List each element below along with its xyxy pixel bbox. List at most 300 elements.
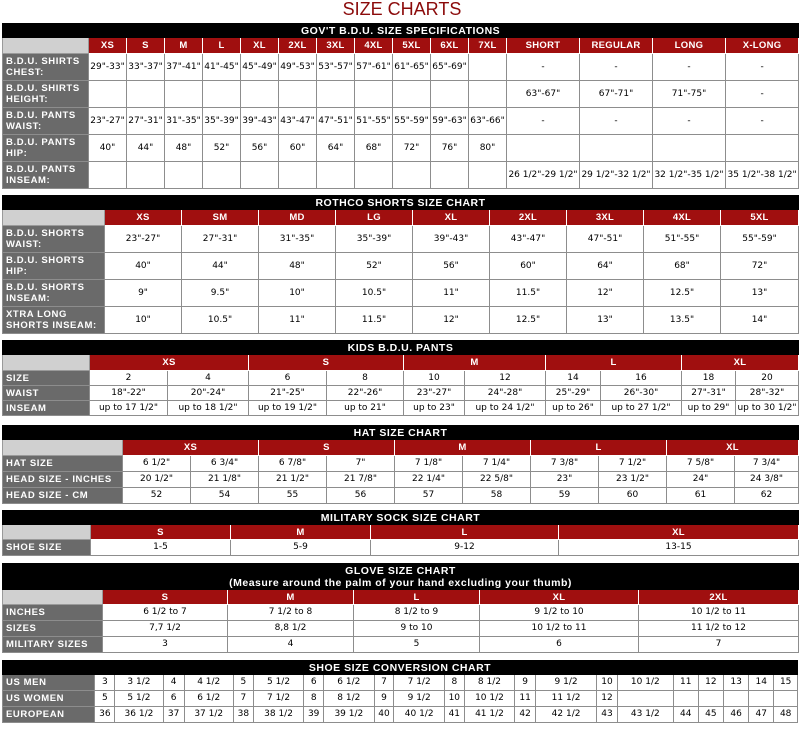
size-value-cell: 7 1/2 xyxy=(394,675,444,691)
size-value-cell: 26"-30" xyxy=(601,386,682,401)
row-label-line: B.D.U. SHIRTS xyxy=(6,56,80,67)
row-label-line: B.D.U. PANTS xyxy=(6,137,76,148)
size-value-cell: 49"-53" xyxy=(279,54,317,81)
size-value-cell: 5-9 xyxy=(231,540,371,556)
size-value-cell: 37 1/2 xyxy=(184,707,233,723)
size-header: XS xyxy=(123,440,259,456)
size-value-cell xyxy=(279,162,317,189)
size-value-cell xyxy=(507,135,580,162)
size-value-cell: 10 1/2 xyxy=(464,691,514,707)
size-value-cell xyxy=(203,162,241,189)
size-value-cell: 13.5" xyxy=(644,307,721,334)
size-value-cell: - xyxy=(507,108,580,135)
size-value-cell: up to 30 1/2" xyxy=(736,401,799,416)
size-header: M xyxy=(404,355,546,371)
size-value-cell: 11 1/2 to 12 xyxy=(639,621,799,637)
size-value-cell: 4 xyxy=(163,675,184,691)
size-value-cell: 7 1/4" xyxy=(463,456,531,472)
size-value-cell: up to 21" xyxy=(327,401,404,416)
size-value-cell: 67"-71" xyxy=(580,81,653,108)
size-value-cell: 62 xyxy=(735,488,799,504)
size-value-cell: 10 xyxy=(444,691,464,707)
size-value-cell: 9 1/2 to 10 xyxy=(480,605,639,621)
glove-size-chart xyxy=(2,563,798,653)
size-value-cell: 46 xyxy=(724,707,749,723)
size-value-cell: 35"-39" xyxy=(203,108,241,135)
glove-subtitle: (Measure around the palm of your hand excluding your thumb) xyxy=(229,576,572,589)
size-value-cell: - xyxy=(653,108,726,135)
size-value-cell: 44" xyxy=(127,135,165,162)
size-value-cell: 21 1/2" xyxy=(259,472,327,488)
size-value-cell: 31"-35" xyxy=(165,108,203,135)
size-header: 2XL xyxy=(279,38,317,54)
row-label xyxy=(3,707,95,723)
row-label-line: XTRA LONG xyxy=(6,309,67,320)
size-value-cell: - xyxy=(580,54,653,81)
size-value-cell: 10.5" xyxy=(336,280,413,307)
size-value-cell: 8 xyxy=(327,371,404,386)
size-value-cell: 6 1/2" xyxy=(123,456,191,472)
size-value-cell: 14 xyxy=(546,371,601,386)
size-header: 3XL xyxy=(567,210,644,226)
size-value-cell: 35"-39" xyxy=(336,226,413,253)
size-value-cell: 10 1/2 xyxy=(618,675,674,691)
row-label-line: INCHES xyxy=(6,607,46,618)
size-value-cell: 29 1/2"-32 1/2" xyxy=(580,162,653,189)
size-header: XL xyxy=(413,210,490,226)
size-header: LONG xyxy=(653,38,726,54)
size-value-cell: 32 1/2"-35 1/2" xyxy=(653,162,726,189)
size-value-cell: 27"-31" xyxy=(127,108,165,135)
size-value-cell: 8 xyxy=(304,691,324,707)
size-header: 5XL xyxy=(721,210,799,226)
size-value-cell: 12" xyxy=(413,307,490,334)
size-header: XS xyxy=(90,355,249,371)
size-value-cell: 6 1/2 xyxy=(324,675,374,691)
row-label xyxy=(3,401,90,416)
size-value-cell: 10.5" xyxy=(182,307,259,334)
size-value-cell: 35 1/2"-38 1/2" xyxy=(726,162,799,189)
size-value-cell: 10 xyxy=(404,371,465,386)
size-header: L xyxy=(546,355,682,371)
military-sock-size-chart xyxy=(2,510,798,556)
rothco-shorts-table xyxy=(2,195,799,334)
header-corner xyxy=(3,590,103,605)
size-value-cell xyxy=(165,162,203,189)
size-value-cell xyxy=(431,162,469,189)
size-header: L xyxy=(203,38,241,54)
size-value-cell: 63"-66" xyxy=(469,108,507,135)
size-value-cell: 52" xyxy=(336,253,413,280)
size-value-cell: 9.5" xyxy=(182,280,259,307)
size-value-cell: 4 xyxy=(168,371,249,386)
size-value-cell: 4 xyxy=(228,637,354,653)
header-corner xyxy=(3,38,89,54)
size-value-cell: 41"-45" xyxy=(203,54,241,81)
size-value-cell: 13" xyxy=(567,307,644,334)
size-value-cell: 2 xyxy=(90,371,168,386)
size-value-cell: - xyxy=(726,54,799,81)
size-value-cell: 39"-43" xyxy=(413,226,490,253)
size-value-cell: 12.5" xyxy=(644,280,721,307)
size-value-cell: 76" xyxy=(431,135,469,162)
size-value-cell: 22 5/8" xyxy=(463,472,531,488)
size-value-cell: 42 xyxy=(515,707,536,723)
size-value-cell: 51"-55" xyxy=(355,108,393,135)
size-header: L xyxy=(354,590,480,605)
row-label xyxy=(3,605,103,621)
size-value-cell: up to 23" xyxy=(404,401,465,416)
size-value-cell: 13-15 xyxy=(559,540,799,556)
size-value-cell: 8 xyxy=(444,675,464,691)
size-value-cell: 10" xyxy=(259,280,336,307)
size-value-cell: - xyxy=(726,81,799,108)
size-value-cell: 44 xyxy=(673,707,698,723)
size-value-cell: 7 3/8" xyxy=(531,456,599,472)
size-value-cell: 52 xyxy=(123,488,191,504)
size-value-cell: 80" xyxy=(469,135,507,162)
shoe-size-conversion-chart xyxy=(2,660,798,723)
size-header: 6XL xyxy=(431,38,469,54)
size-value-cell xyxy=(127,81,165,108)
size-value-cell: 6 3/4" xyxy=(191,456,259,472)
size-value-cell: 61"-65" xyxy=(393,54,431,81)
size-value-cell xyxy=(618,691,674,707)
size-value-cell: 18"-22" xyxy=(90,386,168,401)
row-label-line: US MEN xyxy=(6,677,47,688)
size-header: 7XL xyxy=(469,38,507,54)
size-value-cell: 20"-24" xyxy=(168,386,249,401)
row-label-line: MILITARY SIZES xyxy=(6,639,89,650)
size-value-cell xyxy=(580,135,653,162)
size-value-cell: 7 1/2" xyxy=(599,456,667,472)
size-value-cell: 9 xyxy=(374,691,394,707)
size-value-cell: 43"-47" xyxy=(279,108,317,135)
size-value-cell: 39 1/2 xyxy=(324,707,374,723)
size-value-cell: 23"-27" xyxy=(89,108,127,135)
row-label-line: EUROPEAN xyxy=(6,709,65,720)
size-value-cell: 8 1/2 to 9 xyxy=(354,605,480,621)
size-value-cell xyxy=(279,81,317,108)
section-title: ROTHCO SHORTS SIZE CHART xyxy=(3,196,799,210)
header-corner xyxy=(3,525,91,540)
size-value-cell: 21 1/8" xyxy=(191,472,259,488)
size-value-cell: 27"-31" xyxy=(682,386,736,401)
row-label-line: SHOE SIZE xyxy=(6,542,63,553)
size-value-cell: 3 xyxy=(103,637,228,653)
size-value-cell: 65"-69" xyxy=(431,54,469,81)
row-label xyxy=(3,81,89,108)
size-value-cell: 68" xyxy=(644,253,721,280)
size-value-cell: 11.5" xyxy=(490,280,567,307)
size-header: S xyxy=(259,440,395,456)
size-header: S xyxy=(91,525,231,540)
size-value-cell: 51"-55" xyxy=(644,226,721,253)
size-header: L xyxy=(371,525,559,540)
size-value-cell xyxy=(469,54,507,81)
size-value-cell xyxy=(241,162,279,189)
size-value-cell: up to 19 1/2" xyxy=(249,401,327,416)
section-title: HAT SIZE CHART xyxy=(3,426,799,440)
size-value-cell: 45 xyxy=(698,707,723,723)
shoe-size-table xyxy=(2,660,798,723)
size-value-cell: 24"-28" xyxy=(465,386,546,401)
size-value-cell xyxy=(431,81,469,108)
size-value-cell: 47"-51" xyxy=(317,108,355,135)
size-value-cell: 56" xyxy=(241,135,279,162)
size-value-cell: 36 xyxy=(95,707,115,723)
size-value-cell: 43 xyxy=(597,707,618,723)
row-label xyxy=(3,253,105,280)
row-label-line: HIP: xyxy=(6,266,28,277)
size-value-cell: 25"-29" xyxy=(546,386,601,401)
size-header: S xyxy=(127,38,165,54)
row-label-line: B.D.U. SHORTS xyxy=(6,228,85,239)
row-label-line: INSEAM xyxy=(6,402,47,414)
row-label-line: WAIST: xyxy=(6,121,42,132)
size-value-cell: 58 xyxy=(463,488,531,504)
size-value-cell: 10 1/2 to 11 xyxy=(639,605,799,621)
size-value-cell xyxy=(653,135,726,162)
section-title: KIDS B.D.U. PANTS xyxy=(3,341,799,355)
row-label xyxy=(3,472,123,488)
size-value-cell: 23"-27" xyxy=(404,386,465,401)
size-value-cell: 60 xyxy=(599,488,667,504)
size-value-cell: 13" xyxy=(721,280,799,307)
size-value-cell: 55 xyxy=(259,488,327,504)
govt-bdu-size-chart xyxy=(2,23,798,189)
row-label xyxy=(3,226,105,253)
row-label-line: HIP: xyxy=(6,148,28,159)
size-value-cell: 7 5/8" xyxy=(667,456,735,472)
size-header: 4XL xyxy=(355,38,393,54)
size-value-cell: up to 17 1/2" xyxy=(90,401,168,416)
size-value-cell: 9 xyxy=(515,675,536,691)
size-header: M xyxy=(231,525,371,540)
row-label-line: US WOMEN xyxy=(6,693,65,704)
row-label xyxy=(3,456,123,472)
size-value-cell: up to 29" xyxy=(682,401,736,416)
size-header: M xyxy=(228,590,354,605)
size-value-cell: 10 xyxy=(597,675,618,691)
section-title: GOV'T B.D.U. SIZE SPECIFICATIONS xyxy=(3,24,799,38)
size-value-cell: - xyxy=(507,54,580,81)
size-value-cell: 40" xyxy=(89,135,127,162)
size-header: X-LONG xyxy=(726,38,799,54)
size-header: S xyxy=(103,590,228,605)
row-label-line: B.D.U. SHIRTS xyxy=(6,83,80,94)
size-value-cell: 11.5" xyxy=(336,307,413,334)
row-label-line: B.D.U. SHORTS xyxy=(6,282,85,293)
size-header: 5XL xyxy=(393,38,431,54)
size-header: LG xyxy=(336,210,413,226)
section-title: MILITARY SOCK SIZE CHART xyxy=(3,511,799,525)
glove-title: GLOVE SIZE CHART xyxy=(345,564,456,577)
size-value-cell xyxy=(698,691,723,707)
size-value-cell: 11 xyxy=(515,691,536,707)
size-value-cell: 9-12 xyxy=(371,540,559,556)
row-label xyxy=(3,280,105,307)
size-value-cell: 31"-35" xyxy=(259,226,336,253)
size-value-cell: 57"-61" xyxy=(355,54,393,81)
row-label-line: WAIST xyxy=(6,387,40,399)
size-value-cell: 5 xyxy=(233,675,253,691)
size-value-cell: 45"-49" xyxy=(241,54,279,81)
size-value-cell xyxy=(317,81,355,108)
size-value-cell: 43"-47" xyxy=(490,226,567,253)
size-value-cell xyxy=(469,162,507,189)
size-value-cell: 27"-31" xyxy=(182,226,259,253)
size-value-cell xyxy=(749,691,774,707)
size-value-cell: 15 xyxy=(774,675,798,691)
row-label-line: SHORTS INSEAM: xyxy=(6,320,97,331)
size-value-cell: 57 xyxy=(395,488,463,504)
row-label xyxy=(3,307,105,334)
size-header: S xyxy=(249,355,404,371)
header-corner xyxy=(3,440,123,456)
size-value-cell: 37 xyxy=(163,707,184,723)
row-label xyxy=(3,675,95,691)
size-header: MD xyxy=(259,210,336,226)
hat-size-chart xyxy=(2,425,798,504)
row-label-line: SIZE xyxy=(6,372,30,384)
size-value-cell: 9 1/2 xyxy=(394,691,444,707)
size-value-cell: 60" xyxy=(490,253,567,280)
size-header: M xyxy=(165,38,203,54)
size-value-cell: 20 xyxy=(736,371,799,386)
sock-size-table xyxy=(2,510,799,556)
size-value-cell: 37"-41" xyxy=(165,54,203,81)
size-value-cell xyxy=(355,81,393,108)
row-label xyxy=(3,135,89,162)
size-value-cell: 5 xyxy=(95,691,115,707)
size-value-cell: 9" xyxy=(105,280,182,307)
rothco-shorts-size-chart xyxy=(2,195,798,334)
size-value-cell: 48 xyxy=(774,707,798,723)
size-value-cell: 6 xyxy=(480,637,639,653)
size-value-cell: 9 1/2 xyxy=(536,675,597,691)
row-label xyxy=(3,637,103,653)
size-header: XL xyxy=(667,440,799,456)
size-value-cell: 39 xyxy=(304,707,324,723)
size-value-cell: 40 xyxy=(374,707,394,723)
size-header: SHORT xyxy=(507,38,580,54)
row-label xyxy=(3,162,89,189)
row-label xyxy=(3,108,89,135)
row-label xyxy=(3,54,89,81)
row-label-line: HEAD SIZE - CM xyxy=(6,490,89,501)
size-value-cell: 12.5" xyxy=(490,307,567,334)
size-value-cell: 41 1/2 xyxy=(464,707,514,723)
size-value-cell: - xyxy=(653,54,726,81)
size-value-cell: 7" xyxy=(327,456,395,472)
row-label-line: SIZES xyxy=(6,623,37,634)
size-value-cell xyxy=(355,162,393,189)
size-value-cell xyxy=(127,162,165,189)
size-value-cell: 7 3/4" xyxy=(735,456,799,472)
size-value-cell: 21 7/8" xyxy=(327,472,395,488)
row-label xyxy=(3,621,103,637)
size-value-cell: 43 1/2 xyxy=(618,707,674,723)
size-header: XL xyxy=(241,38,279,54)
header-corner xyxy=(3,355,90,371)
size-value-cell: 28"-32" xyxy=(736,386,799,401)
row-label xyxy=(3,488,123,504)
size-value-cell: 22 1/4" xyxy=(395,472,463,488)
size-value-cell: 26 1/2"-29 1/2" xyxy=(507,162,580,189)
size-value-cell xyxy=(726,135,799,162)
size-value-cell: 3 xyxy=(95,675,115,691)
size-value-cell: 5 1/2 xyxy=(115,691,163,707)
size-value-cell xyxy=(89,81,127,108)
size-value-cell: 23 1/2" xyxy=(599,472,667,488)
size-value-cell: 20 1/2" xyxy=(123,472,191,488)
size-value-cell: 8 1/2 xyxy=(324,691,374,707)
size-header: 2XL xyxy=(490,210,567,226)
size-value-cell: up to 27 1/2" xyxy=(601,401,682,416)
size-value-cell: 7 xyxy=(639,637,799,653)
size-value-cell: 7 1/2 to 8 xyxy=(228,605,354,621)
size-value-cell: 7 xyxy=(374,675,394,691)
size-value-cell: 7 1/2 xyxy=(253,691,303,707)
size-value-cell: 40 1/2 xyxy=(394,707,444,723)
size-value-cell: 54 xyxy=(191,488,259,504)
size-value-cell: 7 xyxy=(233,691,253,707)
kids-bdu-table xyxy=(2,340,799,416)
size-value-cell: 48" xyxy=(165,135,203,162)
hat-size-table xyxy=(2,425,799,504)
section-title: SHOE SIZE CONVERSION CHART xyxy=(3,661,798,675)
size-value-cell: 64" xyxy=(317,135,355,162)
size-value-cell: 38 xyxy=(233,707,253,723)
size-value-cell: 4 1/2 xyxy=(184,675,233,691)
size-value-cell: 21"-25" xyxy=(249,386,327,401)
size-value-cell xyxy=(165,81,203,108)
size-header: 3XL xyxy=(317,38,355,54)
size-value-cell: 14" xyxy=(721,307,799,334)
size-value-cell: 6 xyxy=(163,691,184,707)
size-value-cell: 9 to 10 xyxy=(354,621,480,637)
size-value-cell: - xyxy=(580,108,653,135)
size-value-cell: up to 26" xyxy=(546,401,601,416)
size-value-cell: 33"-37" xyxy=(127,54,165,81)
row-label xyxy=(3,540,91,556)
size-value-cell: 6 xyxy=(304,675,324,691)
size-value-cell: 23" xyxy=(531,472,599,488)
size-value-cell: 8,8 1/2 xyxy=(228,621,354,637)
size-value-cell: 72" xyxy=(721,253,799,280)
size-value-cell: 11 xyxy=(673,675,698,691)
kids-bdu-pants-chart xyxy=(2,340,798,416)
size-value-cell: 60" xyxy=(279,135,317,162)
size-value-cell: 36 1/2 xyxy=(115,707,163,723)
size-value-cell: 11" xyxy=(259,307,336,334)
size-value-cell: 61 xyxy=(667,488,735,504)
size-value-cell: 1-5 xyxy=(91,540,231,556)
size-value-cell xyxy=(724,691,749,707)
size-value-cell: 11" xyxy=(413,280,490,307)
size-value-cell xyxy=(469,81,507,108)
size-value-cell: 6 xyxy=(249,371,327,386)
size-header: REGULAR xyxy=(580,38,653,54)
size-value-cell: 12 xyxy=(597,691,618,707)
size-header: L xyxy=(531,440,667,456)
size-header: XL xyxy=(559,525,799,540)
page-title: SIZE CHARTS xyxy=(342,0,462,19)
size-header: XS xyxy=(105,210,182,226)
size-value-cell: 16 xyxy=(601,371,682,386)
size-header: XL xyxy=(480,590,639,605)
